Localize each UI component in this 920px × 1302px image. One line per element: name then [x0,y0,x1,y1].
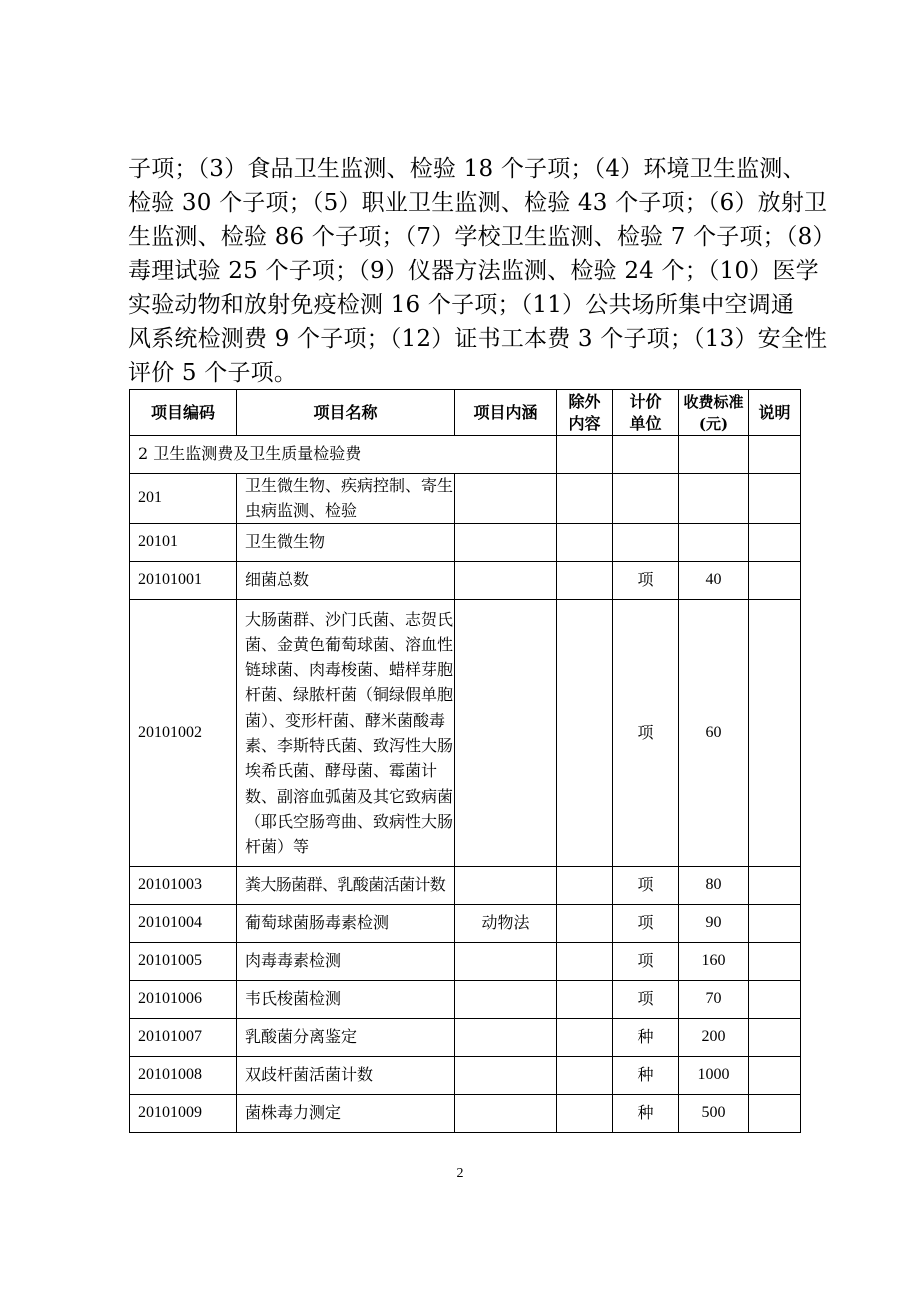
paragraph-line: 评价 5 个子项。 [128,360,298,386]
paragraph-line: 毒理试验 25 个子项；（9）仪器方法监测、检验 24 个；（10）医学 [128,258,819,284]
row-name: 菌株毒力测定 [237,1095,455,1133]
row-name: 大肠菌群、沙门氏菌、志贺氏菌、金黄色葡萄球菌、溶血性链球菌、肉毒梭菌、蜡样芽胞杆菌、绿脓杆菌（铜绿假单胞菌）、变形杆菌、酵米菌酸毒素、李斯特氏菌、致泻性大肠埃希氏菌、酵母菌、霉菌计数、副溶血弧菌及其它致病菌（耶氏空肠弯曲、致病性大肠杆菌）等 [237,600,455,867]
row-name: 韦氏梭菌检测 [237,981,455,1019]
row-code: 20101002 [130,600,237,867]
row-name: 细菌总数 [237,562,455,600]
section-title: 2 卫生监测费及卫生质量检验费 [130,436,557,474]
header-fee-line1: 收费标准 [683,392,744,411]
page-number: 2 [456,1166,464,1181]
row-code: 20101 [130,524,237,562]
row-fee: 60 [679,600,749,867]
row-fee: 500 [679,1095,749,1133]
row-code: 20101003 [130,867,237,905]
row-code: 20101005 [130,943,237,981]
row-code: 20101001 [130,562,237,600]
table-row [130,1019,801,1057]
row-fee: 40 [679,562,749,600]
row-fee: 70 [679,981,749,1019]
row-content [455,943,557,981]
row-content [455,600,557,867]
row-code: 20101008 [130,1057,237,1095]
header-code: 项目编码 [130,390,237,436]
header-unit [613,390,679,436]
row-code: 20101009 [130,1095,237,1133]
row-unit: 项 [613,905,679,943]
row-content: 动物法 [455,905,557,943]
table-row [130,474,801,524]
row-fee: 160 [679,943,749,981]
row-code: 20101006 [130,981,237,1019]
paragraph-line: 风系统检测费 9 个子项；（12）证书工本费 3 个子项；（13）安全性 [128,326,828,352]
row-code: 20101004 [130,905,237,943]
row-fee: 80 [679,867,749,905]
table-row [130,1057,801,1095]
row-name: 粪大肠菌群、乳酸菌活菌计数 [237,867,455,905]
row-content [455,562,557,600]
paragraph-line: 子项；（3）食品卫生监测、检验 18 个子项；（4）环境卫生监测、 [128,156,806,182]
table-row [130,981,801,1019]
row-name: 肉毒毒素检测 [237,943,455,981]
row-content [455,474,557,524]
header-fee-line2: (元) [698,414,729,433]
row-fee: 90 [679,905,749,943]
header-content: 项目内涵 [455,390,557,436]
row-unit: 项 [613,600,679,867]
row-content [455,524,557,562]
header-excluded-line1: 除外 [568,391,601,411]
row-name: 卫生微生物 [237,524,455,562]
table-row [130,524,801,562]
row-unit: 项 [613,562,679,600]
header-unit-line2: 单位 [629,413,662,433]
row-name: 卫生微生物、疾病控制、寄生虫病监测、检验 [237,474,455,524]
header-note: 说明 [749,390,801,436]
header-unit-line1: 计价 [629,391,662,411]
paragraph-line: 实验动物和放射免疫检测 16 个子项；（11）公共场所集中空调通 [128,292,795,318]
table-header-row [130,390,801,436]
row-fee: 200 [679,1019,749,1057]
fee-table [129,389,801,1133]
table-row [130,905,801,943]
row-content [455,1019,557,1057]
row-unit: 种 [613,1095,679,1133]
table-row [130,867,801,905]
row-fee [679,474,749,524]
row-fee [679,524,749,562]
table-row [130,562,801,600]
intro-paragraph [128,152,836,390]
table-row [130,600,801,867]
section-row [130,436,801,474]
table-row [130,1095,801,1133]
row-fee: 1000 [679,1057,749,1095]
header-fee [679,390,749,436]
row-unit: 项 [613,867,679,905]
row-name: 乳酸菌分离鉴定 [237,1019,455,1057]
row-content [455,1095,557,1133]
row-unit [613,474,679,524]
row-unit: 种 [613,1057,679,1095]
row-unit [613,524,679,562]
paragraph-line: 检验 30 个子项；（5）职业卫生监测、检验 43 个子项；（6）放射卫 [128,190,828,216]
row-content [455,981,557,1019]
table-row [130,943,801,981]
row-content [455,867,557,905]
row-unit: 项 [613,981,679,1019]
row-code: 201 [130,474,237,524]
header-excluded [557,390,613,436]
row-code: 20101007 [130,1019,237,1057]
row-name: 双歧杆菌活菌计数 [237,1057,455,1095]
paragraph-line: 生监测、检验 86 个子项；（7）学校卫生监测、检验 7 个子项；（8） [128,224,836,250]
row-unit: 种 [613,1019,679,1057]
row-name: 葡萄球菌肠毒素检测 [237,905,455,943]
row-content [455,1057,557,1095]
row-unit: 项 [613,943,679,981]
header-excluded-line2: 内容 [568,413,601,433]
header-name: 项目名称 [237,390,455,436]
